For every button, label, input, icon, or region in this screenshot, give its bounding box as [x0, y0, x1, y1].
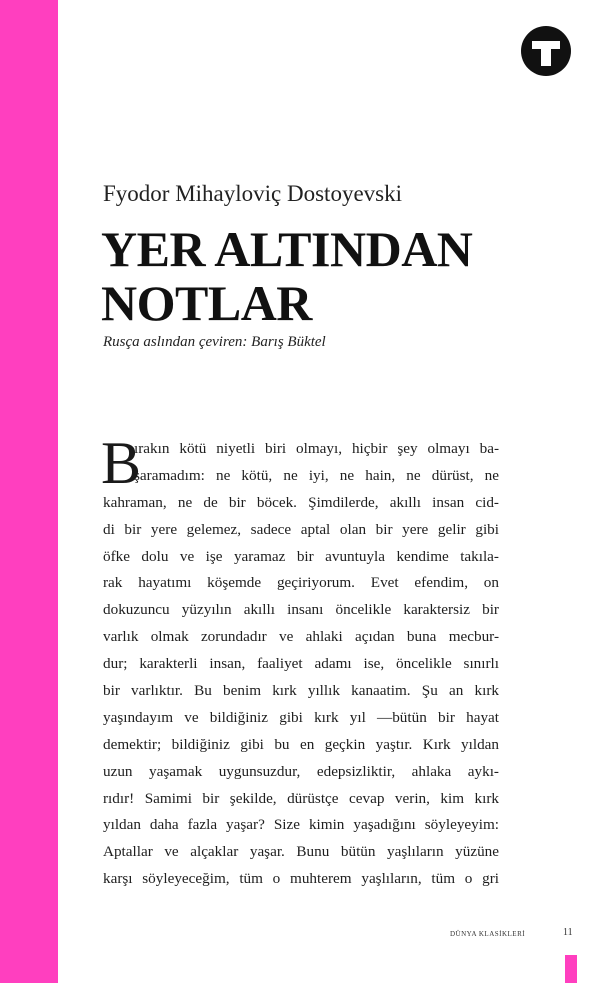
- body-passage: [101, 430, 499, 893]
- passage-line: bir varlıktır. Bu benim kırk yıllık kanaatim. Şu an kırk: [103, 682, 499, 700]
- book-title: [101, 222, 472, 330]
- passage-line: kahraman, ne de bir böcek. Şimdilerde, akıllı insan cid-: [103, 493, 499, 511]
- translator-credit: Rusça aslından çeviren: Barış Büktel: [103, 334, 326, 350]
- passage-line: demektir; bildiğiniz gibi bu en geçkin yaştır. Kırk yıldan: [103, 735, 499, 753]
- passage-line: rıdır! Samimi bir şekilde, dürüstçe cevap verin, kim kırk: [103, 789, 499, 807]
- passage-line: Aptallar ve alçaklar yaşar. Bunu bütün yaşlıların yüzüne: [103, 843, 499, 861]
- passage-line: uzun yaşamak uygunsuzdur, edepsizliktir, ahlaka aykı-: [103, 762, 499, 780]
- passage-line: varlık olmak zorundadır ve ahlaki açıdan buna mecbur-: [103, 628, 499, 646]
- passage-line: öfke dolu ve işe yaramaz bir avuntuyla kendime takıla-: [103, 547, 499, 565]
- passage-line: şaramadım: ne kötü, ne iyi, ne hain, ne dürüst, ne: [134, 466, 499, 484]
- passage-line: yaşındayım ve bildiğiniz gibi kırk yıl —bütün bir hayat: [103, 708, 499, 726]
- book-title-line-1: YER ALTINDAN: [101, 221, 473, 277]
- author-name: Fyodor Mihayloviç Dostoyevski: [103, 181, 402, 206]
- drop-cap: B: [101, 430, 142, 496]
- passage-line: dur; karakterli insan, faaliyet adamı ise, öncelikle sınırlı: [103, 655, 499, 673]
- passage-line: ırakın kötü niyetli biri olmayı, hiçbir şey olmayı ba-: [134, 440, 499, 457]
- passage-line: yıldan daha fazla yaşar? Size kimin yaşadığını söyleyeyim:: [103, 816, 499, 834]
- passage-line: dokuzuncu yüzyılın akıllı insanı öncelikle karaktersiz bir: [103, 601, 499, 619]
- pink-spine-bar: [0, 0, 58, 983]
- page-number: 11: [563, 927, 573, 938]
- passage-line: rak hayatımı köşemde geçiriyorum. Evet efendim, on: [103, 574, 499, 592]
- book-title-line-2: NOTLAR: [101, 275, 312, 331]
- pink-page-marker: [565, 955, 577, 983]
- passage-line: di bir yere gelemez, sadece aptal olan bir yere gelir gibi: [103, 520, 499, 538]
- passage-line: karşı söyleyeceğim, tüm o muhterem yaşlıların, tüm o gri: [103, 870, 499, 888]
- series-name: DÜNYA KLASİKLERİ: [450, 930, 526, 938]
- publisher-logo-icon: [521, 26, 571, 76]
